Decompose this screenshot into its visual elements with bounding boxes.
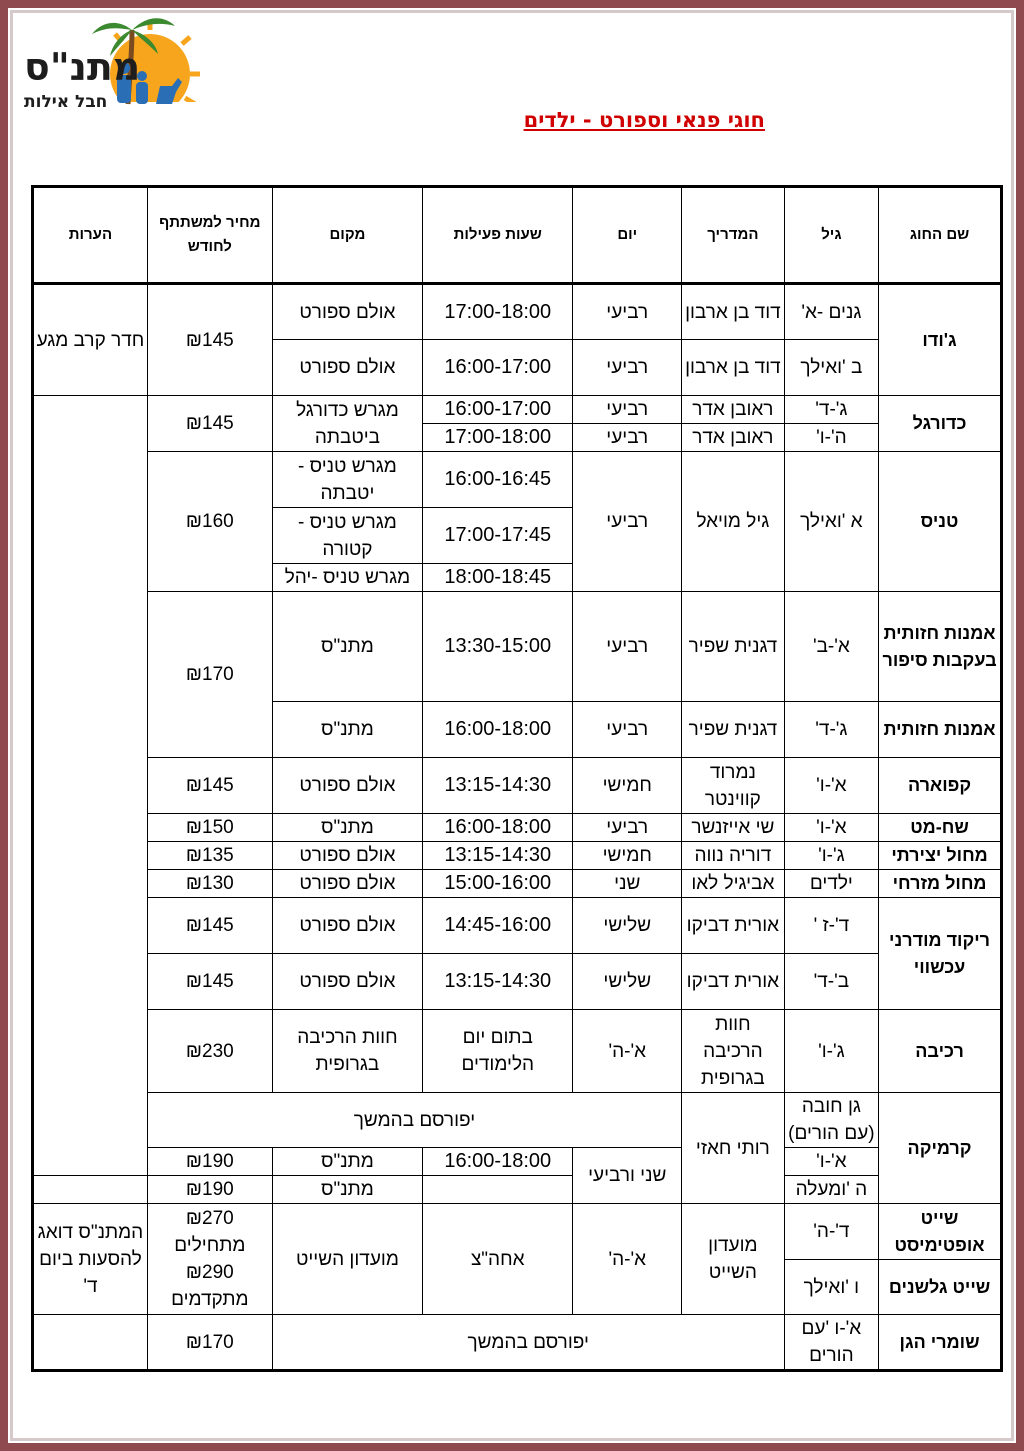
instructor-cell: דוריה נווה (682, 842, 785, 870)
table-row (33, 1148, 1002, 1176)
age-cell: ג'-ד' (784, 702, 878, 758)
age-cell: א'-ו' (784, 814, 878, 842)
hours-cell: 18:00-18:45 (423, 564, 573, 592)
instructor-cell: אביגיל לאו (682, 870, 785, 898)
notes-cell (33, 1315, 148, 1371)
hours-cell: 17:00-18:00 (423, 284, 573, 340)
age-cell: א 'ואילך (784, 452, 878, 592)
age-cell: ב'-ד' (784, 954, 878, 1010)
place-cell: מגרש טניס - קטורה (272, 508, 422, 564)
age-cell: ב 'ואילך (784, 340, 878, 396)
schedule-table (31, 185, 1003, 1372)
day-cell: חמישי (573, 842, 682, 870)
price-cell: ₪270 מתחילים ₪290 מתקדמים (147, 1204, 272, 1315)
table-row (33, 898, 1002, 954)
age-cell: ד'-ה' (784, 1204, 878, 1260)
age-cell: ו 'ואילך (784, 1260, 878, 1315)
place-cell: מתנ"ס (272, 1148, 422, 1176)
class-name: טניס (879, 452, 1002, 592)
notes-cell-empty (33, 396, 148, 1176)
day-cell: שלישי (573, 954, 682, 1010)
instructor-cell: נמרוד קווינטר (682, 758, 785, 814)
header-row (33, 187, 1002, 284)
table-row (33, 1176, 1002, 1204)
age-cell: ילדים (784, 870, 878, 898)
header-price: מחיר למשתתף לחודש (147, 187, 272, 284)
tbd-cell: יפורסם בהמשך (147, 1093, 681, 1148)
price-cell: ₪190 (147, 1176, 272, 1204)
header-day: יום (573, 187, 682, 284)
tbd-cell: יפורסם בהמשך (272, 1315, 784, 1371)
age-cell: ה 'ומעלה (784, 1176, 878, 1204)
header-instructor: המדריך (682, 187, 785, 284)
class-name: שח-מט (879, 814, 1002, 842)
class-name: שייט גלשנים (879, 1260, 1002, 1315)
place-cell: חוות הרכיבה בגרופית (272, 1010, 422, 1093)
age-cell: גנים -א' (784, 284, 878, 340)
table-row (33, 592, 1002, 702)
price-cell: ₪145 (147, 898, 272, 954)
logo-subtitle: חבל אילות (24, 92, 108, 112)
place-cell: מגרש טניס - יטבתה (272, 452, 422, 508)
hours-cell: אחה"צ (423, 1204, 573, 1315)
instructor-cell: מועדון השייט (682, 1204, 785, 1315)
place-cell: אולם ספורט (272, 758, 422, 814)
instructor-cell: דוד בן ארבון (682, 340, 785, 396)
day-cell: חמישי (573, 758, 682, 814)
instructor-cell: אורית דביקו (682, 954, 785, 1010)
notes-cell: המתנ"ס דואג להסעות ביום ד' (33, 1204, 148, 1315)
hours-cell: 16:00-16:45 (423, 452, 573, 508)
class-name: רכיבה (879, 1010, 1002, 1093)
price-cell: ₪145 (147, 284, 272, 396)
place-cell: מתנ"ס (272, 814, 422, 842)
instructor-cell: חוות הרכיבה בגרופית (682, 1010, 785, 1093)
day-cell: שני ורביעי (573, 1148, 682, 1204)
hours-cell: 16:00-18:00 (423, 1148, 573, 1176)
class-name: קפוארה (879, 758, 1002, 814)
day-cell: רביעי (573, 424, 682, 452)
logo-name: מתנ"ס (24, 45, 141, 89)
age-cell: א'-ו' (784, 758, 878, 814)
price-cell: ₪150 (147, 814, 272, 842)
class-name: מחול יצירתי (879, 842, 1002, 870)
instructor-cell: גיל מויאל (682, 452, 785, 592)
table-row (33, 284, 1002, 340)
table-row (33, 396, 1002, 424)
hours-cell: 17:00-17:45 (423, 508, 573, 564)
instructor-cell: שי אייזנשר (682, 814, 785, 842)
class-name: מחול מזרחי (879, 870, 1002, 898)
class-name: אמנות חזותית (879, 702, 1002, 758)
price-cell: ₪170 (147, 592, 272, 758)
header-notes: הערות (33, 187, 148, 284)
price-cell: ₪145 (147, 954, 272, 1010)
hours-cell: 16:00-17:00 (423, 396, 573, 424)
hours-cell (423, 1176, 573, 1204)
class-name: כדורגל (879, 396, 1002, 452)
place-cell: מגרש כדורגל ביטבתה (272, 396, 422, 452)
price-cell: ₪145 (147, 396, 272, 452)
hours-cell: 13:30-15:00 (423, 592, 573, 702)
day-cell: שלישי (573, 898, 682, 954)
day-cell: רביעי (573, 340, 682, 396)
place-cell: אולם ספורט (272, 340, 422, 396)
table-row (33, 1093, 1002, 1148)
header-place: מקום (272, 187, 422, 284)
table-row (33, 758, 1002, 814)
age-cell: ה'-ו' (784, 424, 878, 452)
day-cell: א'-ה' (573, 1010, 682, 1093)
day-cell: א'-ה' (573, 1204, 682, 1315)
class-name: אמנות חזותית בעקבות סיפור (879, 592, 1002, 702)
day-cell: רביעי (573, 284, 682, 340)
day-cell: רביעי (573, 452, 682, 592)
hours-cell: 13:15-14:30 (423, 842, 573, 870)
price-cell: ₪130 (147, 870, 272, 898)
day-cell: שני (573, 870, 682, 898)
table-row (33, 870, 1002, 898)
table-row (33, 842, 1002, 870)
table-row (33, 1315, 1002, 1371)
table-row (33, 1010, 1002, 1093)
place-cell: אולם ספורט (272, 870, 422, 898)
class-name: ריקוד מודרני עכשווי (879, 898, 1002, 1010)
class-name: שומרי הגן (879, 1315, 1002, 1371)
price-cell: ₪160 (147, 452, 272, 592)
table-row (33, 1204, 1002, 1260)
instructor-cell: אורית דביקו (682, 898, 785, 954)
instructor-cell: ראובן אדר (682, 424, 785, 452)
day-cell: רביעי (573, 396, 682, 424)
class-name: קרמיקה (879, 1093, 1002, 1204)
place-cell: אולם ספורט (272, 954, 422, 1010)
hours-cell: 16:00-18:00 (423, 702, 573, 758)
instructor-cell: דוד בן ארבון (682, 284, 785, 340)
place-cell: מועדון השייט (272, 1204, 422, 1315)
age-cell: א'-ב' (784, 592, 878, 702)
hours-cell: 16:00-18:00 (423, 814, 573, 842)
day-cell: רביעי (573, 814, 682, 842)
age-cell: ד'-ז ' (784, 898, 878, 954)
place-cell: מגרש טניס -יהל (272, 564, 422, 592)
age-cell: א'-ו 'עם הורים (784, 1315, 878, 1371)
price-cell: ₪230 (147, 1010, 272, 1093)
hours-cell: 13:15-14:30 (423, 954, 573, 1010)
instructor-cell: דגנית שפיר (682, 702, 785, 758)
place-cell: מתנ"ס (272, 592, 422, 702)
table-row (33, 954, 1002, 1010)
place-cell: אולם ספורט (272, 284, 422, 340)
price-cell: ₪190 (147, 1148, 272, 1176)
hours-cell: 13:15-14:30 (423, 758, 573, 814)
day-cell: רביעי (573, 702, 682, 758)
instructor-cell: ראובן אדר (682, 396, 785, 424)
place-cell: אולם ספורט (272, 842, 422, 870)
price-cell: ₪145 (147, 758, 272, 814)
table-row (33, 814, 1002, 842)
day-cell: רביעי (573, 592, 682, 702)
table-row (33, 452, 1002, 508)
hours-cell: 17:00-18:00 (423, 424, 573, 452)
hours-cell: 15:00-16:00 (423, 870, 573, 898)
hours-cell: 14:45-16:00 (423, 898, 573, 954)
instructor-cell: דגנית שפיר (682, 592, 785, 702)
class-name: שייט אופטימיסט (879, 1204, 1002, 1260)
age-cell: א'-ו' (784, 1148, 878, 1176)
header-name: שם החוג (879, 187, 1002, 284)
price-cell: ₪170 (147, 1315, 272, 1371)
place-cell: מתנ"ס (272, 1176, 422, 1204)
logo (20, 12, 205, 117)
instructor-cell: רותי חאזי (682, 1093, 785, 1204)
place-cell: אולם ספורט (272, 898, 422, 954)
header-hours: שעות פעילות (423, 187, 573, 284)
age-cell: ג'-ד' (784, 396, 878, 424)
place-cell: מתנ"ס (272, 702, 422, 758)
class-name: ג'ודו (879, 284, 1002, 396)
hours-cell: בתום יום הלימודים (423, 1010, 573, 1093)
hours-cell: 16:00-17:00 (423, 340, 573, 396)
age-cell: ג'-ו' (784, 842, 878, 870)
age-cell: גן חובה (עם הורים) (784, 1093, 878, 1148)
age-cell: ג'-ו' (784, 1010, 878, 1093)
page-title: חוגי פנאי וספורט - ילדים (523, 108, 765, 132)
price-cell: ₪135 (147, 842, 272, 870)
header-age: גיל (784, 187, 878, 284)
notes-cell: חדר קרב מגע (33, 284, 148, 396)
